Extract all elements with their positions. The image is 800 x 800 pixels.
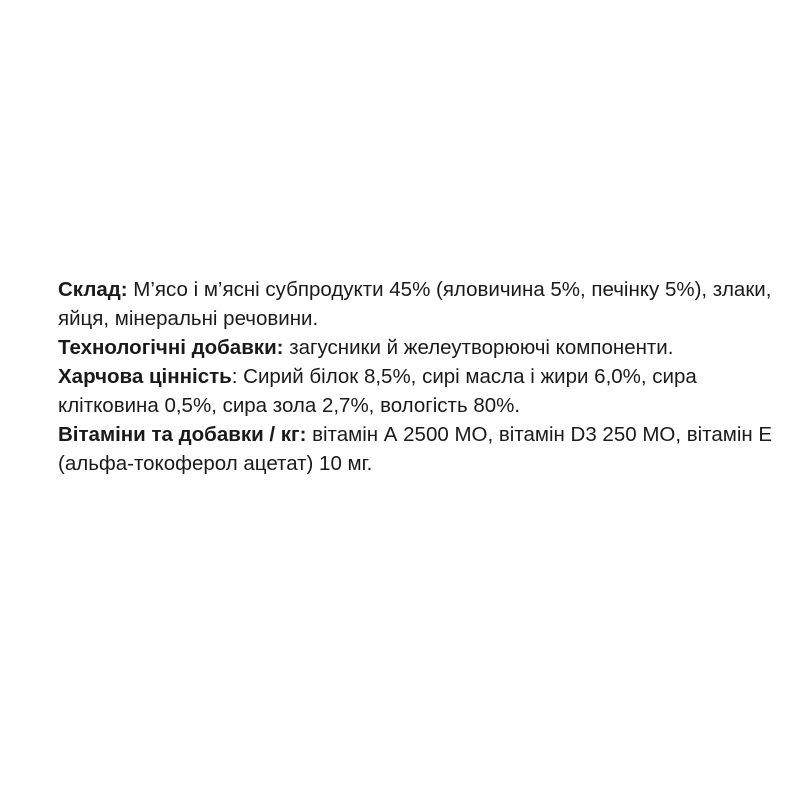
nutritional-value-text: : Сирий білок 8,5%, сирі масла і жири 6,0%, сира клітковина 0,5%, сира зола 2,7%, вологість 80%.: [58, 365, 697, 417]
composition-block: [58, 275, 778, 478]
nutritional-value-label: Харчова цінність: [58, 365, 232, 388]
technological-additives-paragraph: [58, 333, 778, 362]
vitamins-additives-label: Вітаміни та добавки / кг:: [58, 423, 307, 446]
technological-additives-text: загусники й желеутворюючі компоненти.: [283, 336, 674, 359]
technological-additives-label: Технологічні добавки:: [58, 336, 284, 359]
vitamins-additives-text: вітамін А 2500 МО, вітамін D3 250 МО, вітамін Е (альфа-токоферол ацетат) 10 мг.: [58, 423, 773, 475]
composition-paragraph: [58, 275, 778, 333]
vitamins-additives-paragraph: [58, 420, 778, 478]
composition-label: Склад:: [58, 278, 128, 301]
nutritional-value-paragraph: [58, 362, 778, 420]
composition-text: М’ясо і м’ясні субпродукти 45% (яловичина 5%, печінку 5%), злаки, яйця, мінеральні речовини.: [58, 278, 772, 330]
